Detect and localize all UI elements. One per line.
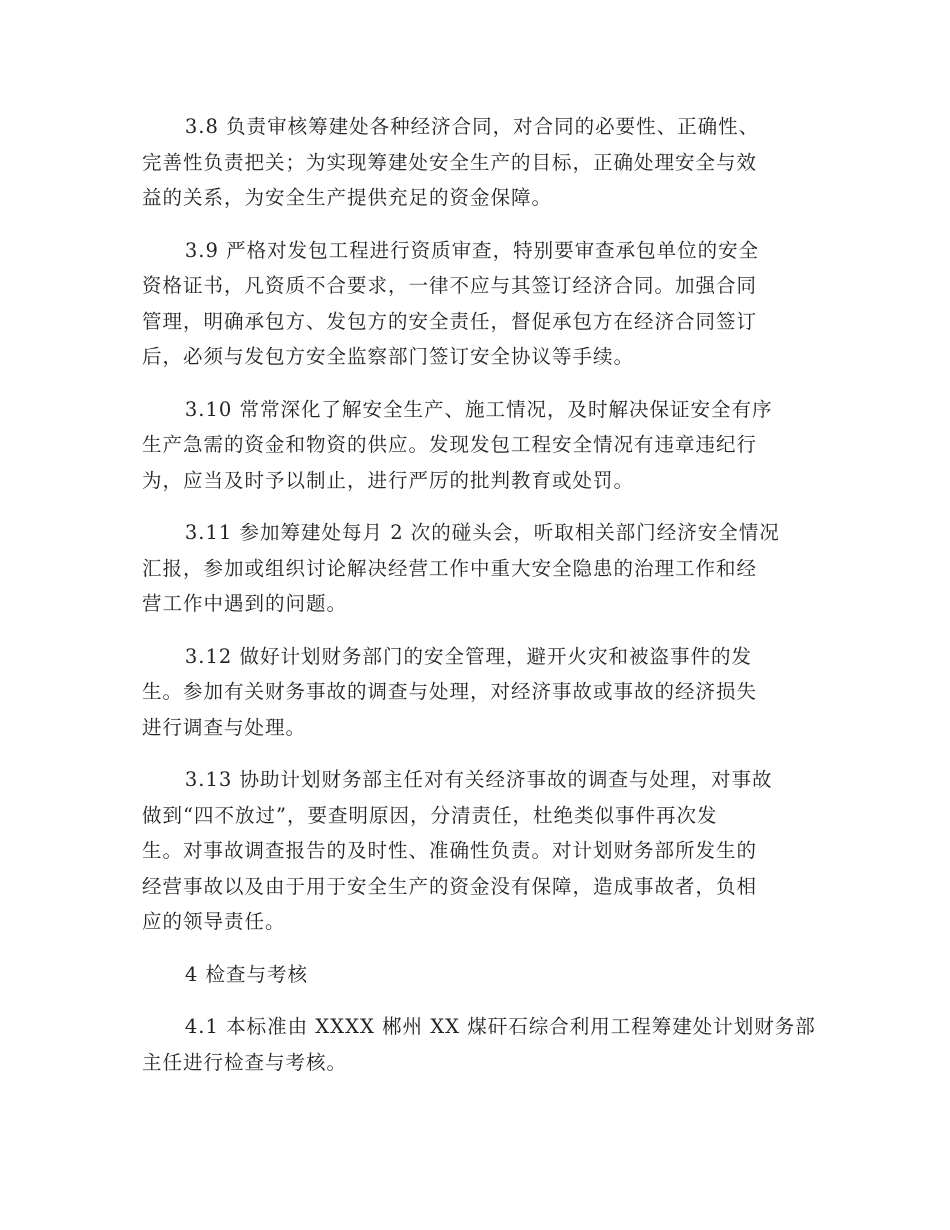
text-line: 3.10 常常深化了解安全生产、施工情况，及时解决保证安全有序 bbox=[184, 397, 773, 421]
text-line: 生产急需的资金和物资的供应。发现发包工程安全情况有违章违纪行 bbox=[142, 433, 758, 456]
section-heading-4 bbox=[142, 957, 808, 993]
paragraph-3-13 bbox=[142, 762, 808, 940]
text-line: 进行调查与处理。 bbox=[142, 715, 307, 739]
text-line: 4.1 本标准由 XXXX 郴州 XX 煤矸石综合利用工程筹建处计划财务部 bbox=[184, 1015, 816, 1038]
document-body bbox=[142, 109, 816, 1097]
text-line: 益的关系，为安全生产提供充足的资金保障。 bbox=[142, 186, 553, 209]
text-line: 做到“四不放过”，要查明原因，分清责任，杜绝类似事件再次发 bbox=[142, 803, 718, 827]
text-line: 经营事故以及由于用于安全生产的资金没有保障，造成事故者，负相 bbox=[142, 874, 758, 898]
paragraph-3-9 bbox=[142, 233, 808, 375]
text-line: 3.9 严格对发包工程进行资质审查，特别要审查承包单位的安全 bbox=[184, 238, 760, 262]
text-line: 3.8 负责审核筹建处各种经济合同，对合同的必要性、正确性、 bbox=[184, 115, 760, 138]
text-line: 主任进行检查与考核。 bbox=[142, 1050, 348, 1074]
text-line: 4 检查与考核 bbox=[184, 962, 308, 986]
paragraph-3-11 bbox=[142, 515, 808, 622]
text-line: 3.11 参加筹建处每月 2 次的碰头会，听取相关部门经济安全情况 bbox=[184, 521, 780, 544]
text-line: 后，必须与发包方安全监察部门签订安全协议等手续。 bbox=[142, 345, 635, 368]
text-line: 管理，明确承包方、发包方的安全责任，督促承包方在经济合同签订 bbox=[142, 309, 758, 333]
paragraph-4-1 bbox=[142, 1009, 816, 1080]
text-line: 生。参加有关财务事故的调查与处理，对经济事故或事故的经济损失 bbox=[142, 680, 758, 703]
text-line: 营工作中遇到的问题。 bbox=[142, 592, 348, 615]
paragraph-3-8 bbox=[142, 109, 808, 216]
text-line: 3.13 协助计划财务部主任对有关经济事故的调查与处理，对事故 bbox=[184, 768, 773, 791]
paragraph-3-10 bbox=[142, 392, 808, 499]
paragraph-3-12 bbox=[142, 639, 808, 746]
text-line: 为，应当及时予以制止，进行严厉的批判教育或处罚。 bbox=[142, 468, 635, 492]
text-line: 资格证书，凡资质不合要求，一律不应与其签订经济合同。加强合同 bbox=[142, 274, 758, 297]
text-line: 完善性负责把关；为实现筹建处安全生产的目标，正确处理安全与效 bbox=[142, 150, 758, 174]
text-line: 汇报，参加或组织讨论解决经营工作中重大安全隐患的治理工作和经 bbox=[142, 556, 758, 580]
text-line: 生。对事故调查报告的及时性、准确性负责。对计划财务部所发生的 bbox=[142, 839, 758, 862]
text-line: 应的领导责任。 bbox=[142, 910, 286, 933]
text-line: 3.12 做好计划财务部门的安全管理，避开火灾和被盗事件的发 bbox=[184, 644, 753, 668]
